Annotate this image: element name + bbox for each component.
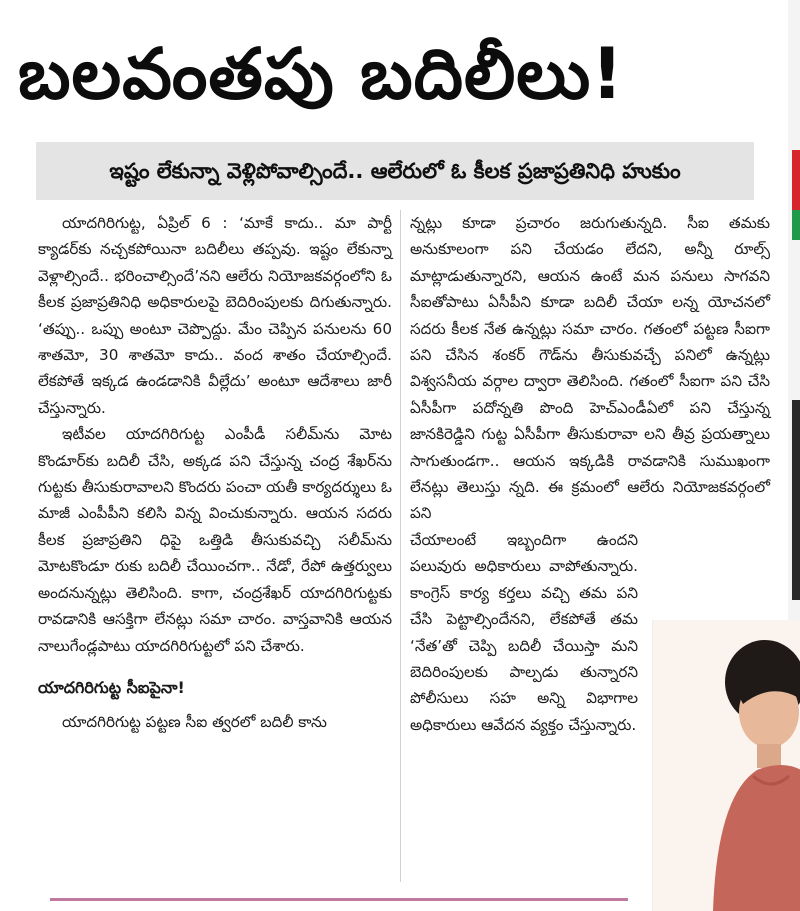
headline: బలవంతపు బదిలీలు! (18, 33, 625, 115)
article-paragraph: యాదగిరిగుట్ట, ఏప్రిల్ 6 : ‘మాకే కాదు.. మా పార్టీ క్యాడర్‌కు నచ్చకపోయినా బదిలీలు తప్పవు. ఇష్టం లేకున్నా వెళ్లాల్సిందే.. భరించాల్సిందే’నని ఆలేరు నియోజకవర్గంలోని ఓ కీలక ప్రజాప్రతినిధి అధికారులపై బెదిరింపులకు దిగుతున్నారు. ‘తప్పు.. ఒప్పు అంటూ చెప్పొద్దు. మేం చెప్పిన పనులను 60 శాతమో, 30 శాతమో కాదు.. వంద శాతం చేయాల్సిందే. లేకపోతే ఇక్కడ ఉండడానికి వీల్లేదు’ అంటూ ఆదేశాలు జారీ చేస్తున్నారు. (38, 214, 392, 417)
article-column-left (38, 210, 392, 735)
person-photo-graphic (653, 620, 800, 911)
adjacent-accent-dark (792, 400, 800, 600)
adjacent-accent-red (792, 150, 800, 210)
article-paragraph-narrow: చేయాలంటే ఇబ్బందిగా ఉందని పలువురు అధికారులు వాపోతున్నారు. కాంగ్రెస్ కార్య కర్తలు వచ్చి తమ పని చేసి పెట్టాల్సిందేనని, లేకపోతే తమ ‘నేత’తో చెప్పి బదిలీ చేయిస్తా మని బెదిరింపులకు పాల్పడు తున్నారని పోలీసులు సహ అన్ని విభాగాల అధికారులు ఆవేదన వ్యక్తం చేస్తున్నారు. (410, 530, 638, 734)
bottom-rule (50, 898, 628, 901)
subheadline-band (36, 142, 754, 200)
article-paragraph: ఇటీవల యాదగిరిగుట్ట ఎంపీడీ సలీమ్‌ను మోట కొండూర్‌కు బదిలీ చేసి, అక్కడ పని చేస్తున్న చంద్ర శేఖర్‌ను గుట్టకు తీసుకురావాలని కొందరు పంచా యతీ కార్యదర్శులు ఓ మాజీ ఎంపీపీని కలిసి విన్న వించుకున్నారు. ఆయన సదరు కీలక ప్రజాప్రతిని ధిపై ఒత్తిడి తీసుకువచ్చి సలీమ్‌ను మోటకొండూ రుకు బదిలీ చేయించగా.. నేడో, రేపో ఉత్తర్వులు అందనున్నట్లు తెలిసింది. కాగా, చంద్రశేఖర్ యాదగిరిగుట్టకు రావడానికి ఆసక్తిగా లేనట్లు సమా చారం. వాస్తవానికి ఆయన నాలుగేండ్లపాటు యాదగిరిగుట్టలో పని చేశారు. (38, 425, 392, 655)
article-subheading: యాదగిరిగుట్ట సీఐపైనా! (38, 677, 185, 697)
column-divider (400, 210, 401, 882)
article-paragraph: న్నట్లు కూడా ప్రచారం జరుగుతున్నది. సీఐ తమకు అనుకూలంగా పని చేయడం లేదని, అన్నీ రూల్స్ మాట్లాడుతున్నారని, ఆయన ఉంటే మన పనులు సాగవని సీఐతోపాటు ఏసీపీని కూడా బదిలీ చేయా లన్న యోచనలో సదరు కీలక నేత ఉన్నట్లు సమా చారం. గతంలో పట్టణ సీఐగా పని చేసిన శంకర్ గౌడ్‌ను తీసుకువచ్చే పనిలో ఉన్నట్లు విశ్వసనీయ వర్గాల ద్వారా తెలిసింది. గతంలో సీఐగా పని చేసి ఏసీపీగా పదోన్నతి పొంది హెచ్‌ఎండీఏలో పని చేస్తున్న జానకిరెడ్డిని గుట్ట ఏసీపీగా తీసుకురావా లని తీవ్ర ప్రయత్నాలు సాగుతుండగా.. ఆయన ఇక్కడికి రావడానికి సుముఖంగా లేనట్లు తెలుస్తు న్నది. ఈ క్రమంలో ఆలేరు నియోజకవర్గంలో పని (410, 214, 770, 523)
adjacent-accent-green (792, 210, 800, 240)
article-paragraph: యాదగిరిగుట్ట పట్టణ సీఐ త్వరలో బదిలీ కాను (62, 712, 327, 731)
person-photo-icon (652, 620, 800, 911)
subheadline: ఇష్టం లేకున్నా వెళ్లిపోవాల్సిందే.. ఆలేరులో ఓ కీలక ప్రజాప్రతినిధి హుకుం (109, 159, 681, 183)
